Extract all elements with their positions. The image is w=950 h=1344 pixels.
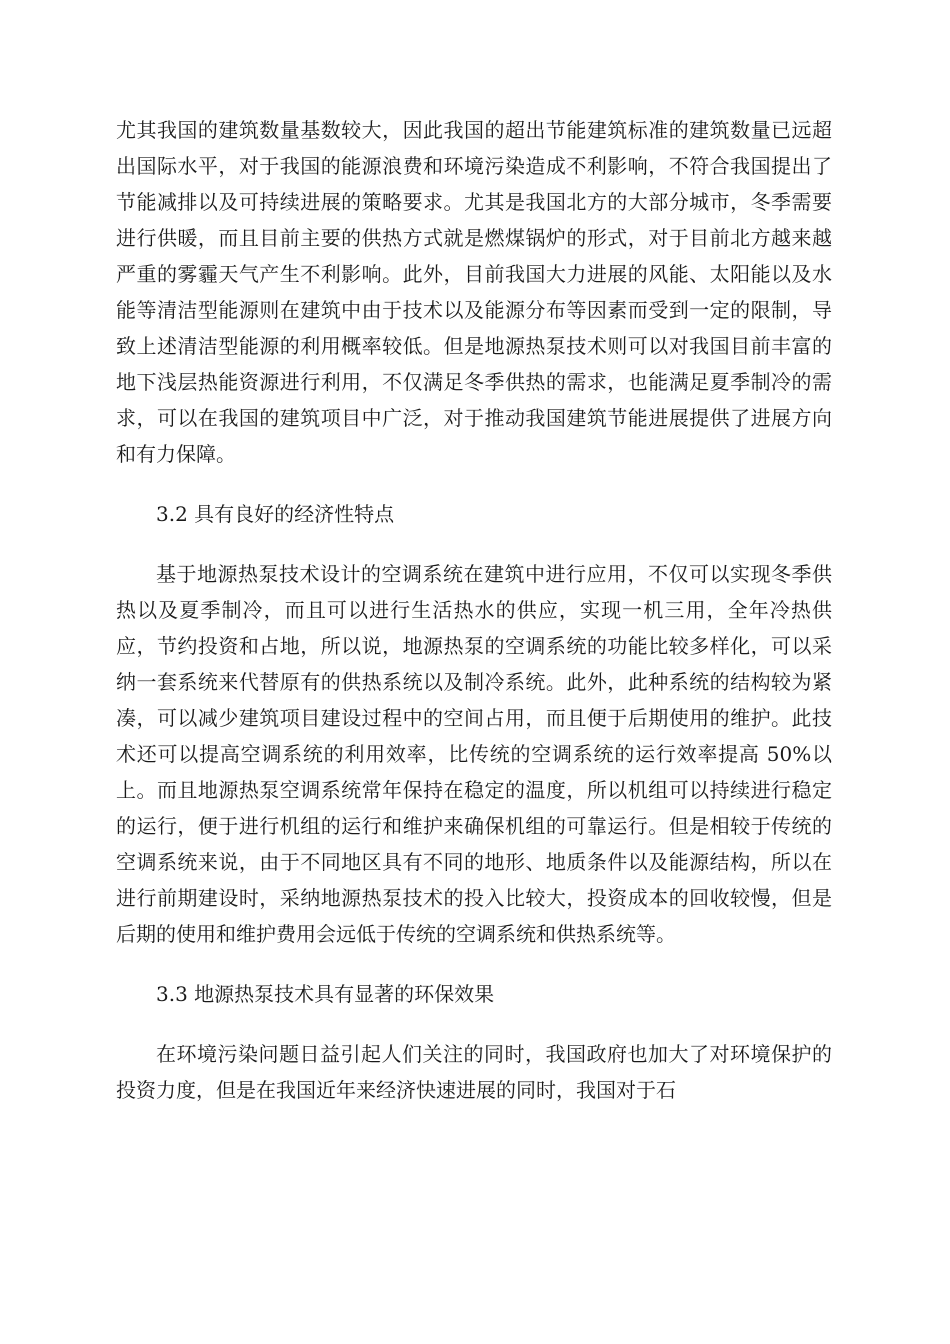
paragraph-continuation: 尤其我国的建筑数量基数较大，因此我国的超出节能建筑标准的建筑数量已远超出国际水平，对于我国的能源浪费和环境污染造成不利影响，不符合我国提出了节能减排以及可持续进展的策略要求。尤其是我国北方的大部分城市，冬季需要进行供暖，而且目前主要的供热方式就是燃煤锅炉的形式，对于目前北方越来越严重的雾霾天气产生不利影响。此外，目前我国大力进展的风能、太阳能以及水能等清洁型能源则在建筑中由于技术以及能源分布等因素而受到一定的限制，导致上述清洁型能源的利用概率较低。但是地源热泵技术则可以对我国目前丰富的地下浅层热能资源进行利用，不仅满足冬季供热的需求，也能满足夏季制冷的需求，可以在我国的建筑项目中广泛，对于推动我国建筑节能进展提供了进展方向和有力保障。 [116, 118, 832, 466]
section-heading-3-2: 3.2 具有良好的经济性特点 [156, 502, 395, 526]
section-heading-3-3: 3.3 地源热泵技术具有显著的环保效果 [156, 982, 495, 1006]
paragraph-section-3-3: 在环境污染问题日益引起人们关注的同时，我国政府也加大了对环境保护的投资力度，但是在我国近年来经济快速进展的同时，我国对于石 [116, 1042, 832, 1102]
paragraph-section-3-2: 基于地源热泵技术设计的空调系统在建筑中进行应用，不仅可以实现冬季供热以及夏季制冷，而且可以进行生活热水的供应，实现一机三用，全年冷热供应，节约投资和占地，所以说，地源热泵的空调系统的功能比较多样化，可以采纳一套系统来代替原有的供热系统以及制冷系统。此外，此种系统的结构较为紧凑，可以减少建筑项目建设过程中的空间占用，而且便于后期使用的维护。此技术还可以提高空调系统的利用效率，比传统的空调系统的运行效率提高 50%以上。而且地源热泵空调系统常年保持在稳定的温度，所以机组可以持续进行稳定的运行，便于进行机组的运行和维护来确保机组的可靠运行。但是相较于传统的空调系统来说，由于不同地区具有不同的地形、地质条件以及能源结构，所以在进行前期建设时，采纳地源热泵技术的投入比较大，投资成本的回收较慢，但是后期的使用和维护费用会远低于传统的空调系统和供热系统等。 [116, 562, 832, 946]
document-body [116, 112, 832, 1108]
